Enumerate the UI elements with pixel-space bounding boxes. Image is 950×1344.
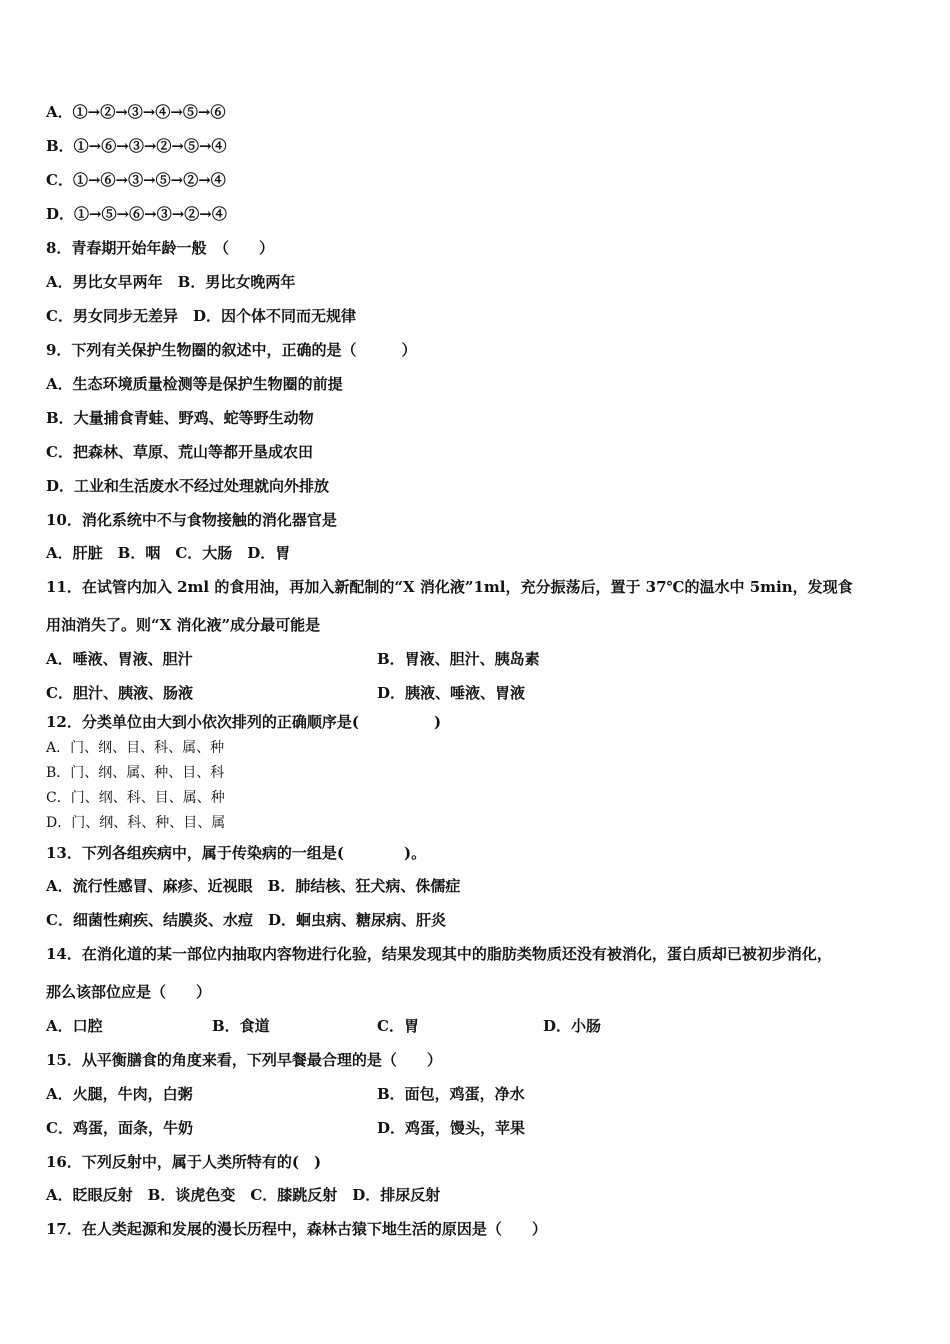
q16-options: A．眨眼反射 B．谈虎色变 C．膝跳反射 D．排尿反射 (46, 1186, 441, 1204)
q12-option-a: A．门、纲、目、科、属、种 (46, 740, 225, 756)
q11-stem-line1: 11．在试管内加入 2ml 的食用油，再加入新配制的“X 消化液”1ml，充分振荡后，置于 37℃的温水中 5min，发现食 (46, 578, 853, 596)
q9-option-d: D．工业和生活废水不经过处理就向外排放 (46, 477, 330, 495)
q14-option-a: A．口腔 (46, 1017, 103, 1035)
q14-option-b: B．食道 (212, 1017, 270, 1035)
q8-options-ab: A．男比女早两年 B．男比女晚两年 (46, 273, 296, 291)
q10-stem: 10．消化系统中不与食物接触的消化器官是 (46, 511, 337, 529)
q11-option-d: D．胰液、唾液、胃液 (377, 684, 526, 702)
q11-option-b: B．胃液、胆汁、胰岛素 (377, 650, 540, 668)
q13-options-cd: C．细菌性痢疾、结膜炎、水痘 D．蛔虫病、糖尿病、肝炎 (46, 911, 446, 929)
q9-stem: 9．下列有关保护生物圈的叙述中，正确的是（ ） (46, 341, 417, 359)
q15-option-d: D．鸡蛋，馒头，苹果 (377, 1119, 526, 1137)
q17-stem: 17．在人类起源和发展的漫长历程中，森林古猿下地生活的原因是（ ） (46, 1220, 547, 1238)
q10-options: A．肝脏 B．咽 C．大肠 D．胃 (46, 544, 291, 562)
q7-option-d: D．①→⑤→⑥→③→②→④ (46, 205, 227, 223)
q9-option-a: A．生态环境质量检测等是保护生物圈的前提 (46, 375, 343, 393)
q14-stem-line2: 那么该部位应是（ ） (46, 983, 212, 1001)
q11-option-a: A．唾液、胃液、胆汁 (46, 650, 193, 668)
q12-option-d: D．门、纲、科、种、目、属 (46, 815, 226, 831)
q7-option-a: A．①→②→③→④→⑤→⑥ (46, 103, 226, 121)
q11-stem-line2: 用油消失了。则“X 消化液”成分最可能是 (46, 616, 321, 634)
q15-option-a: A．火腿，牛肉，白粥 (46, 1085, 193, 1103)
q14-option-c: C．胃 (377, 1017, 419, 1035)
q8-options-cd: C．男女同步无差异 D．因个体不同而无规律 (46, 307, 356, 325)
q15-option-b: B．面包，鸡蛋，净水 (377, 1085, 525, 1103)
q12-stem: 12．分类单位由大到小依次排列的正确顺序是( ) (46, 713, 442, 731)
q15-stem: 15．从平衡膳食的角度来看，下列早餐最合理的是（ ） (46, 1051, 442, 1069)
q13-stem: 13．下列各组疾病中，属于传染病的一组是( )。 (46, 844, 427, 862)
q14-option-d: D．小肠 (543, 1017, 602, 1035)
q13-options-ab: A．流行性感冒、麻疹、近视眼 B．肺结核、狂犬病、侏儒症 (46, 877, 461, 895)
q12-option-b: B．门、纲、属、种、目、科 (46, 765, 225, 781)
q8-stem: 8．青春期开始年龄一般 （ ） (46, 239, 274, 257)
q11-option-c: C．胆汁、胰液、肠液 (46, 684, 193, 702)
q14-stem-line1: 14．在消化道的某一部位内抽取内容物进行化验，结果发现其中的脂肪类物质还没有被消化，蛋白质却已被初步消化， (46, 945, 832, 963)
q15-option-c: C．鸡蛋，面条，牛奶 (46, 1119, 193, 1137)
q7-option-c: C．①→⑥→③→⑤→②→④ (46, 171, 226, 189)
q9-option-b: B．大量捕食青蛙、野鸡、蛇等野生动物 (46, 409, 314, 427)
q12-option-c: C．门、纲、科、目、属、种 (46, 790, 225, 806)
q16-stem: 16．下列反射中，属于人类所特有的( ) (46, 1153, 322, 1171)
q7-option-b: B．①→⑥→③→②→⑤→④ (46, 137, 227, 155)
q9-option-c: C．把森林、草原、荒山等都开垦成农田 (46, 443, 313, 461)
